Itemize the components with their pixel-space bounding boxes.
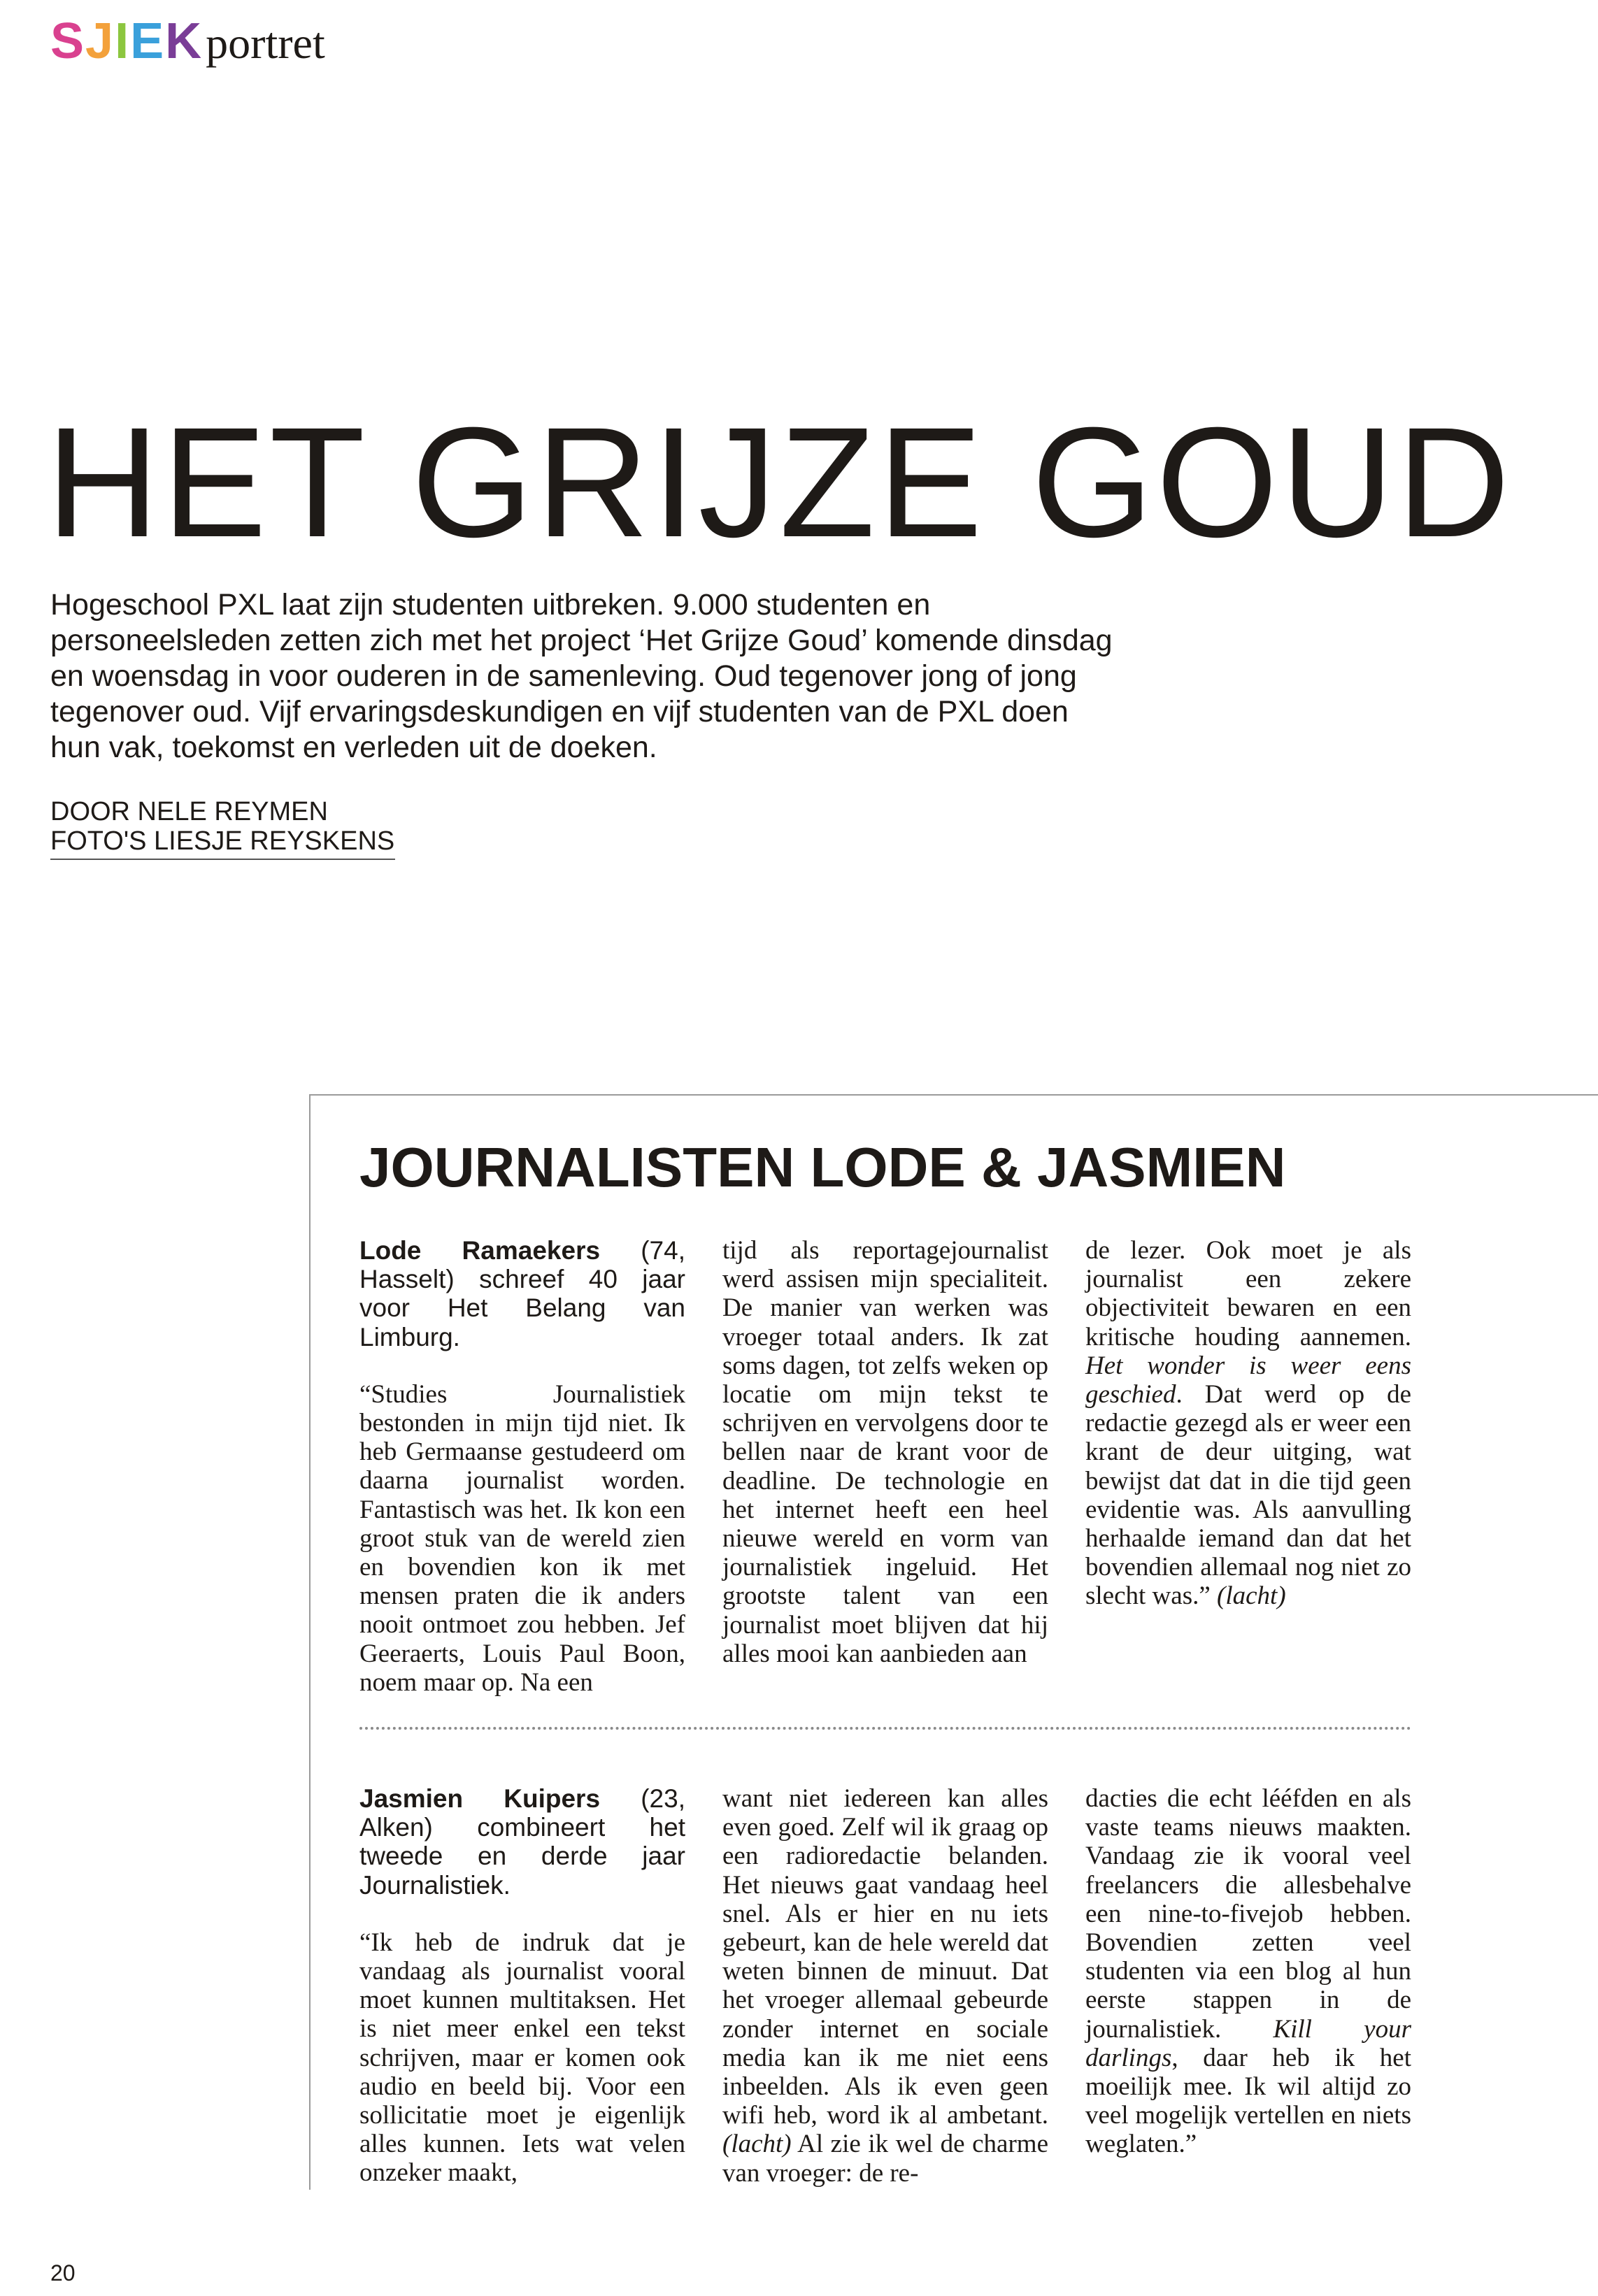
masthead-brand-letter: K: [165, 13, 204, 69]
lode-lead-rest: (74, Hasselt) schreef 40 jaar voor Het Belang van Limburg.: [359, 1236, 685, 1351]
masthead-section: portret: [206, 18, 325, 68]
masthead: [50, 13, 325, 76]
jasmien-laugh: (lacht): [722, 2130, 792, 2159]
jasmien-text: , daar heb ik het moeilijk mee. Ik wil altijd zo veel mogelijk vertellen en niets weglaten.”: [1085, 2043, 1411, 2159]
masthead-brand-letter: I: [115, 13, 131, 69]
lode-column-2: [722, 1236, 1048, 1668]
jasmien-column-3: [1085, 1784, 1411, 2159]
jasmien-lead: [359, 1784, 685, 1900]
photo-credit: FOTO'S LIESJE REYSKENS: [50, 826, 395, 856]
jasmien-text: want niet iedereen kan alles even goed. Zelf wil ik graag op een radioredactie belanden. Het nieuws gaat vandaag heel snel. Als er hier en nu iets gebeurt, kan de hele wereld dat weten binnen de minuut. Dat het vroeger allemaal gebeurde zonder internet en sociale media kan ik me niet eens inbeelden. Als ik even geen wifi heb, word ik al ambetant.: [722, 1784, 1048, 2130]
masthead-brand-letter: E: [130, 13, 166, 69]
jasmien-quote-middle: [722, 1784, 1048, 2188]
lode-lead: [359, 1236, 685, 1351]
masthead-brand: [50, 13, 203, 69]
intro-paragraph: Hogeschool PXL laat zijn studenten uitbreken. 9.000 studenten en personeelsleden zetten zich met het project ‘Het Grijze Goud’ komende dinsdag en woensdag in voor ouderen in de samenleving. Oud tegenover jong of jong tegenover oud. Vijf ervaringsdeskundigen en vijf studenten van de PXL doen hun vak, toekomst en verleden uit de doeken.: [50, 588, 1113, 764]
lode-column-1: [359, 1236, 685, 1697]
lode-text: . Dat werd op de redactie gezegd als er weer een krant de deur uitging, wat bewijst dat dat in die tijd geen evidentie was. Als aanvulling herhaalde iemand dan dat het bovendien allemaal nog niet zo slecht was.”: [1085, 1380, 1411, 1611]
jasmien-column-2: [722, 1784, 1048, 2188]
lode-name: Lode Ramaekers: [359, 1236, 601, 1265]
section-title: JOURNALISTEN LODE & JASMIEN: [359, 1136, 1286, 1198]
lode-quote-start: “Studies Journalistiek bestonden in mijn tijd niet. Ik heb Germaanse gestudeerd om daarna journalist worden. Fantastisch was het. Ik kon een groot stuk van de wereld zien en bovendien kon ik met mensen praten die ik anders nooit ontmoet zou hebben. Jef Geeraerts, Louis Paul Boon, noem maar op. Na een: [359, 1379, 685, 1697]
lode-quote-middle: tijd als reportagejournalist werd assisen mijn specialiteit. De manier van werken was vroeger totaal anders. Ik zat soms dagen, tot zelfs weken op locatie om mijn tekst te schrijven en vervolgens door te bellen naar de krant voor de deadline. De technologie en het internet heeft een heel nieuwe wereld en vorm van journalistiek ingeluid. Het grootste talent van een journalist moet blijven dat hij alles mooi kan aanbieden aan: [722, 1236, 1048, 1668]
author-credit: DOOR NELE REYMEN: [50, 797, 328, 826]
page-number: 20: [50, 2260, 76, 2286]
masthead-brand-letter: J: [85, 13, 115, 69]
lode-column-3: [1085, 1236, 1411, 1611]
jasmien-quote-start: “Ik heb de indruk dat je vandaag als journalist vooral moet kunnen multitaksen. Het is niet meer enkel een tekst schrijven, maar er komen ook audio en beeld bij. Voor een sollicitatie moet je eigenlijk alles kunnen. Iets wat velen onzeker maakt,: [359, 1928, 685, 2188]
jasmien-lead-rest: (23, Alken) combineert het tweede en derde jaar Journalistiek.: [359, 1784, 685, 1900]
masthead-brand-letter: S: [50, 13, 86, 69]
jasmien-column-1: [359, 1784, 685, 2188]
jasmien-text: Al zie ik wel de charme van vroeger: de re-: [722, 2130, 1048, 2188]
jasmien-name: Jasmien Kuipers: [359, 1784, 601, 1813]
credits: [50, 797, 395, 860]
jasmien-italic-phrase: Kill your darlings: [1085, 2014, 1411, 2072]
lode-laugh: (lacht): [1217, 1581, 1286, 1611]
section-divider: [359, 1727, 1411, 1730]
headline: HET GRIJZE GOUD: [46, 395, 1513, 570]
lode-italic-phrase: Het wonder is weer eens geschied: [1085, 1351, 1411, 1409]
jasmien-text: dacties die echt lééfden en als vaste teams nieuws maakten. Vandaag zie ik vooral veel freelancers die allesbehalve een nine-to-fivejob hebben. Bovendien zetten veel studenten via een blog al hun eerste stappen in de journalistiek.: [1085, 1784, 1411, 2044]
lode-quote-end: [1085, 1236, 1411, 1611]
lode-text: de lezer. Ook moet je als journalist een zekere objectiviteit bewaren en een kritische houding aannemen.: [1085, 1236, 1411, 1351]
jasmien-quote-end: [1085, 1784, 1411, 2159]
